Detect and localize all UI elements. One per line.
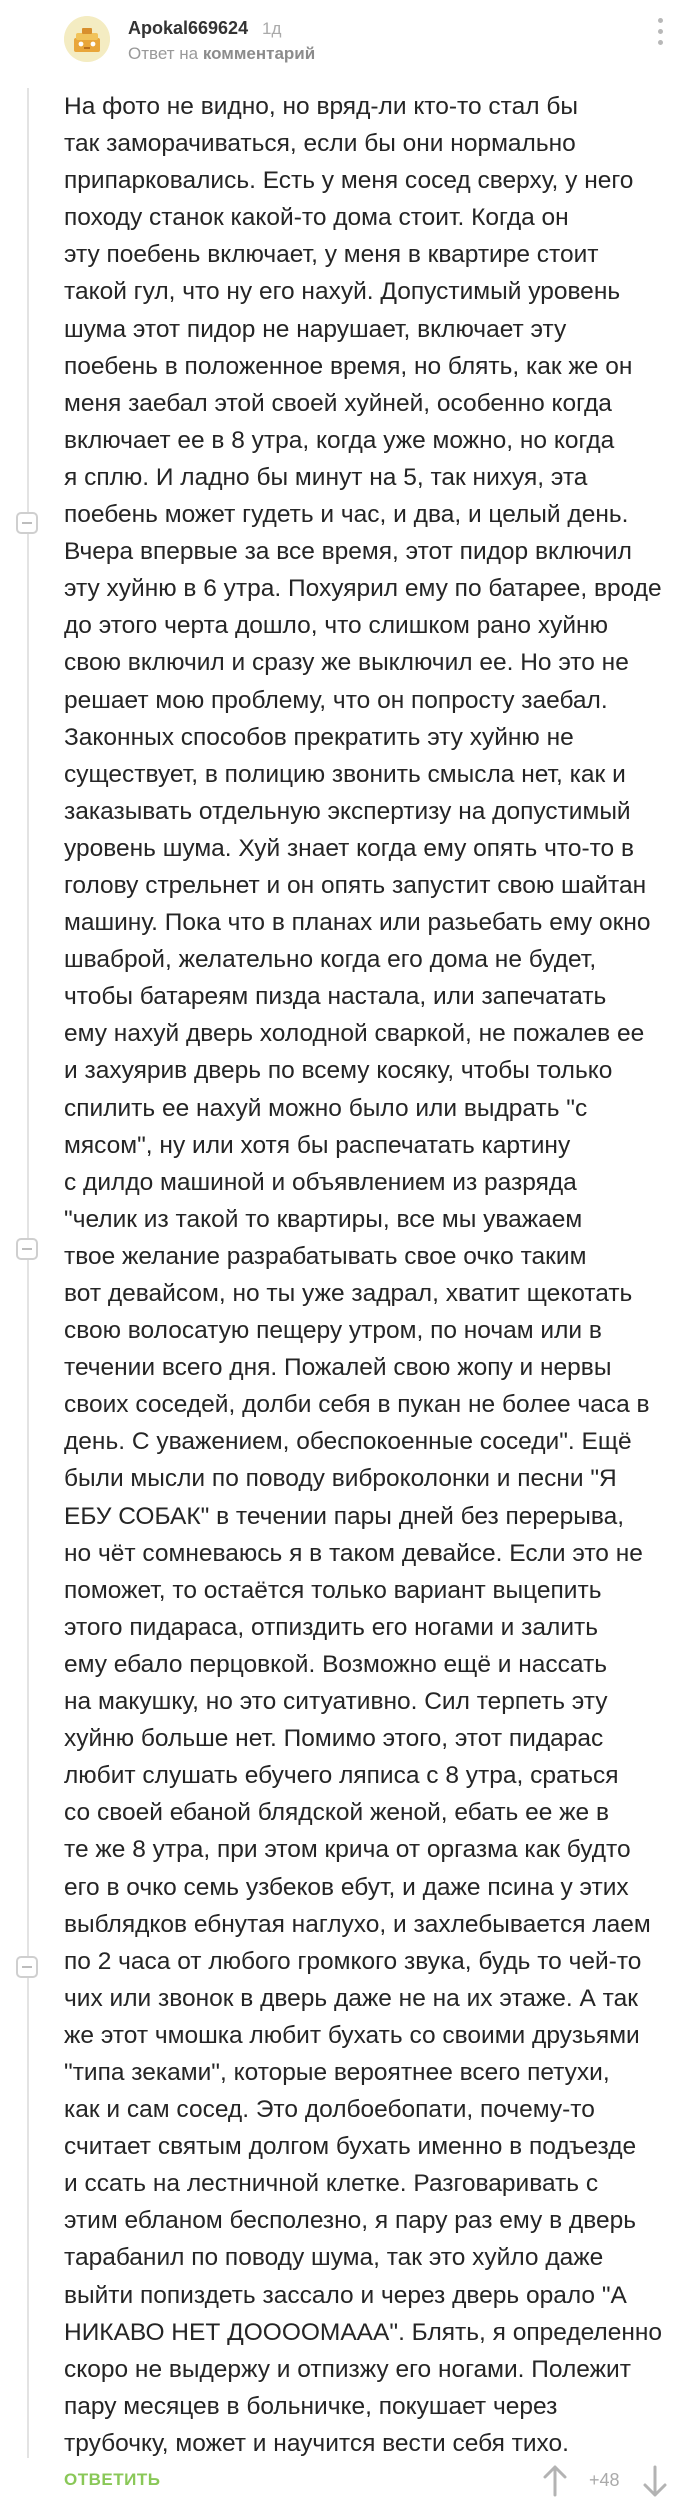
comment-line: ему нахуй дверь холодной сваркой, не пожалев ее bbox=[64, 1020, 645, 1048]
comment-line: трубочку, может и научится вести себя тихо. bbox=[64, 2429, 569, 2457]
comment-line: до этого черта дошло, что слишком рано хуйню bbox=[64, 612, 608, 640]
comment-line: поможет, то остаётся только вариант выцепить bbox=[64, 1576, 602, 1604]
comment-line: включает ее в 8 утра, когда уже можно, но когда bbox=[64, 426, 615, 454]
comment-line: выйти попиздеть зассало и через дверь орало "А bbox=[64, 2281, 627, 2309]
comment-line: этого пидараса, отпиздить его ногами и залить bbox=[64, 1613, 598, 1641]
rating-count: +48 bbox=[589, 2470, 620, 2490]
collapse-icon[interactable] bbox=[16, 1238, 38, 1260]
comment-line: те же 8 утра, при этом крича от оргазма как будто bbox=[64, 1836, 631, 1864]
comment-line: припарковались. Есть у меня сосед сверху, у него bbox=[64, 167, 634, 195]
comment-line: хуйню больше нет. Помимо этого, этот пидарас bbox=[64, 1725, 604, 1753]
comment-line: шваброй, желательно когда его дома не будет, bbox=[64, 946, 597, 974]
comment-line: Вчера впервые за все время, этот пидор включил bbox=[64, 538, 632, 566]
comment-line: чих или звонок в дверь даже не на их этаже. А так bbox=[64, 1984, 638, 2012]
comment-line: своих соседей, долби себя в пукан не более часа в bbox=[64, 1391, 650, 1419]
comment-line: я сплю. И ладно бы минут на 5, так нихуя, эта bbox=[64, 463, 588, 491]
comment-line: поебень может гудеть и час, и два, и целый день. bbox=[64, 501, 629, 529]
comment-line: выблядков ебнутая наглухо, и захлебывается лаем bbox=[64, 1910, 651, 1938]
comment-line: и захуярив дверь по всему косяку, чтобы только bbox=[64, 1057, 613, 1085]
comment-line: тарабанил по поводу шума, так это хуйло даже bbox=[64, 2244, 604, 2272]
comment-line: как и сам сосед. Это долбоебопати, почему-то bbox=[64, 2096, 595, 2124]
comment-header bbox=[0, 0, 700, 90]
comment-line: любит слушать ебучего ляписа с 8 утра, сраться bbox=[64, 1762, 619, 1790]
comment-footer bbox=[0, 2460, 700, 2504]
comment-line: спилить ее нахуй можно было или выдрать "с bbox=[64, 1094, 588, 1122]
collapse-icon[interactable] bbox=[16, 512, 38, 534]
comment-line: скоро не выдержу и отпизжу его ногами. Полежит bbox=[64, 2355, 631, 2383]
comment-line: со своей ебаной блядской женой, ебать ее же в bbox=[64, 1799, 610, 1827]
comment-line: Законных способов прекратить эту хуйню не bbox=[64, 723, 574, 751]
comment-line: же этот чмошка любит бухать со своими друзьями bbox=[64, 2021, 640, 2049]
reply-button[interactable]: ОТВЕТИТЬ bbox=[64, 2470, 161, 2489]
comment-line: заказывать отдельную экспертизу на допустимый bbox=[64, 797, 631, 825]
comment-line: эту поебень включает, у меня в квартире стоит bbox=[64, 241, 599, 269]
comment-line: эту хуйню в 6 утра. Похуярил ему по батарее, вроде bbox=[64, 575, 662, 603]
arrow-up-icon[interactable] bbox=[540, 2464, 570, 2498]
avatar-icon[interactable] bbox=[64, 16, 110, 62]
comment-line: "челик из такой то квартиры, все мы уважаем bbox=[64, 1205, 583, 1233]
comment-line: машину. Пока что в планах или разьебать ему окно bbox=[64, 909, 651, 937]
comment-line: шума этот пидор не нарушает, включает эту bbox=[64, 315, 567, 343]
comment-line: свою включил и сразу же выключил ее. Но это не bbox=[64, 649, 629, 677]
comment-line: походу станок какой-то дома стоит. Когда он bbox=[64, 204, 569, 232]
comment-line: день. С уважением, обеспокоенные соседи". Ещё bbox=[64, 1428, 632, 1456]
reply-to-link[interactable]: комментарий bbox=[202, 44, 316, 63]
collapse-icon[interactable] bbox=[16, 1956, 38, 1978]
comment-line: твое желание разрабатывать свое очко таким bbox=[64, 1242, 587, 1270]
comment-line: считает святым долгом бухать именно в подъезде bbox=[64, 2133, 637, 2161]
comment-line: меня заебал этой своей хуйней, особенно когда bbox=[64, 389, 612, 417]
comment-line: были мысли по поводу виброколонки и песни "Я bbox=[64, 1465, 617, 1493]
comment-line: уровень шума. Хуй знает когда ему опять что-то в bbox=[64, 834, 635, 862]
comment-line: поебень в положенное время, но блять, как же он bbox=[64, 352, 633, 380]
comment-line: "типа зеками", которые вероятнее всего петухи, bbox=[64, 2058, 610, 2086]
thread-line[interactable] bbox=[27, 88, 29, 2458]
comment-line: ему ебало перцовкой. Возможно ещё и нассать bbox=[64, 1650, 607, 1678]
comment-line: и ссать на лестничной клетке. Разговаривать с bbox=[64, 2170, 599, 2198]
reply-to-line bbox=[128, 44, 315, 64]
comment-line: с дилдо машиной и объявлением из разряда bbox=[64, 1168, 577, 1196]
comment-line: свою волосатую пещеру утром, по ночам или в bbox=[64, 1317, 602, 1345]
comment-line: существует, в полицию звонить смысла нет, как и bbox=[64, 760, 626, 788]
comment-line: На фото не видно, но вряд-ли кто-то стал бы bbox=[64, 93, 578, 120]
comment-line: на макушку, но это ситуативно. Сил терпеть эту bbox=[64, 1688, 608, 1716]
comment-line: так заморачиваться, если бы они нормально bbox=[64, 130, 576, 158]
comment-line: по 2 часа от любого громкого звука, будь то чей-то bbox=[64, 1947, 642, 1975]
comment-line: его в очко семь узбеков ебут, и даже псина у этих bbox=[64, 1873, 629, 1901]
comment-line: решает мою проблему, что он попросту заебал. bbox=[64, 686, 608, 714]
comment-age: 1д bbox=[262, 19, 282, 38]
author-name[interactable]: Apokal669624 bbox=[128, 18, 249, 38]
comment-body bbox=[64, 88, 672, 2462]
comment-line: этим ебланом бесполезно, я пару раз ему в дверь bbox=[64, 2207, 636, 2235]
comment-line: такой гул, что ну его нахуй. Допустимый уровень bbox=[64, 278, 621, 306]
comment-line: чтобы батареям пизда настала, или запечатать bbox=[64, 983, 607, 1011]
reply-to-prefix: Ответ на bbox=[128, 44, 199, 63]
comment-line: течении всего дня. Пожалей свою жопу и нервы bbox=[64, 1354, 612, 1382]
comment-line: вот девайсом, но ты уже задрал, хватит щекотать bbox=[64, 1280, 633, 1307]
comment-line: ЕБУ СОБАК" в течении пары дней без перерыва, bbox=[64, 1502, 625, 1530]
arrow-down-icon[interactable] bbox=[640, 2464, 670, 2498]
comment-line: мясом", ну или хотя бы распечатать картину bbox=[64, 1131, 571, 1159]
comment-line: голову стрельнет и он опять запустит свою шайтан bbox=[64, 871, 647, 899]
kebab-icon[interactable] bbox=[648, 18, 672, 52]
comment-line: НИКАВО НЕТ ДООООМААА". Блять, я определенно bbox=[64, 2318, 663, 2346]
comment-line: пару месяцев в больничке, покушает через bbox=[64, 2392, 558, 2420]
comment-line: но чёт сомневаюсь я в таком девайсе. Если это не bbox=[64, 1539, 643, 1567]
